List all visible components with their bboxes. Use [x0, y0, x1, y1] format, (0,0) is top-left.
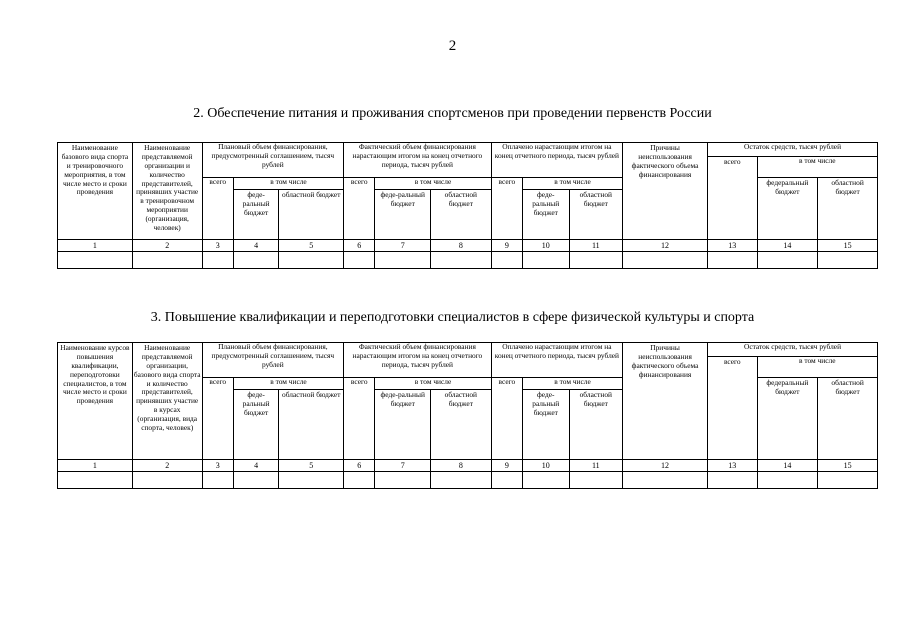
- column-number: 13: [708, 240, 758, 252]
- header-reasons: Причины неиспользования фактического объема финансирования: [623, 143, 708, 240]
- data-cell[interactable]: [523, 252, 570, 269]
- data-cell[interactable]: [132, 472, 202, 489]
- header-balance-total: всего: [708, 357, 758, 460]
- header-balance-total: всего: [708, 157, 758, 240]
- header-planned-total: всего: [202, 178, 233, 240]
- empty-data-row: [58, 472, 878, 489]
- column-number: 15: [818, 460, 878, 472]
- header-balance-regional: областной бюджет: [818, 378, 878, 460]
- data-cell[interactable]: [233, 252, 278, 269]
- column-number-row: [58, 460, 878, 472]
- column-number: 11: [569, 460, 623, 472]
- data-cell[interactable]: [202, 472, 233, 489]
- data-cell[interactable]: [58, 472, 133, 489]
- header-balance-federal: федеральный бюджет: [757, 178, 818, 240]
- header-paid: Оплачено нарастающим итогом на конец отчетного периода, тысяч рублей: [491, 143, 622, 178]
- header-col1-courses: Наименование курсов повышения квалификации, переподготовки специалистов, в том числе место и сроки проведения: [58, 343, 133, 460]
- header-paid: Оплачено нарастающим итогом на конец отчетного периода, тысяч рублей: [491, 343, 622, 378]
- header-balance-including: в том числе: [757, 357, 877, 378]
- data-cell[interactable]: [375, 252, 431, 269]
- column-number: 14: [757, 460, 818, 472]
- data-cell[interactable]: [818, 252, 878, 269]
- header-planned-federal: феде-ральный бюджет: [233, 190, 278, 240]
- column-number: 11: [569, 240, 623, 252]
- column-number: 2: [132, 460, 202, 472]
- header-paid-including: в том числе: [523, 378, 623, 390]
- header-balance: Остаток средств, тысяч рублей: [708, 143, 878, 157]
- header-col1-name: Наименование базового вида спорта и тренировочного мероприятия, в том числе место и сроки проведения: [58, 143, 133, 240]
- header-actual-regional: областной бюджет: [431, 190, 492, 240]
- column-number: 7: [375, 240, 431, 252]
- header-planned-including: в том числе: [233, 178, 343, 190]
- column-number: 7: [375, 460, 431, 472]
- header-reasons: Причины неиспользования фактического объема финансирования: [623, 343, 708, 460]
- header-actual-federal: феде-ральный бюджет: [375, 190, 431, 240]
- data-cell[interactable]: [344, 472, 375, 489]
- column-number: 5: [279, 240, 344, 252]
- section-title-qualification: 3. Повышение квалификации и переподготовки специалистов в сфере физической культуры и спорта: [150, 310, 755, 325]
- data-cell[interactable]: [708, 252, 758, 269]
- column-number: 6: [344, 240, 375, 252]
- header-planned-including: в том числе: [233, 378, 343, 390]
- header-planned-regional: областной бюджет: [279, 390, 344, 460]
- data-cell[interactable]: [132, 252, 202, 269]
- header-planned-federal: феде-ральный бюджет: [233, 390, 278, 460]
- column-number: 8: [431, 240, 492, 252]
- column-number: 9: [491, 460, 522, 472]
- column-number: 8: [431, 460, 492, 472]
- section-title-nutrition: 2. Обеспечение питания и проживания спортсменов при проведении первенств России: [193, 106, 712, 121]
- header-planned-total: всего: [202, 378, 233, 460]
- data-cell[interactable]: [523, 472, 570, 489]
- column-number: 5: [279, 460, 344, 472]
- column-number: 1: [58, 240, 133, 252]
- header-paid-total: всего: [491, 378, 522, 460]
- empty-data-row: [58, 252, 878, 269]
- page-number: 2: [448, 38, 457, 54]
- column-number: 12: [623, 460, 708, 472]
- header-actual-volume: Фактический объем финансирования нарастающим итогом на конец отчетного периода, тысяч рублей: [344, 343, 492, 378]
- header-paid-federal: феде-ральный бюджет: [523, 190, 570, 240]
- column-number: 4: [233, 240, 278, 252]
- column-number: 4: [233, 460, 278, 472]
- data-cell[interactable]: [623, 252, 708, 269]
- column-number: 2: [132, 240, 202, 252]
- header-paid-including: в том числе: [523, 178, 623, 190]
- data-cell[interactable]: [491, 252, 522, 269]
- column-number: 3: [202, 460, 233, 472]
- header-planned-volume: Плановый объем финансирования, предусмотренный соглашением, тысяч рублей: [202, 343, 344, 378]
- column-number-row: [58, 240, 878, 252]
- data-cell[interactable]: [569, 252, 623, 269]
- column-number: 12: [623, 240, 708, 252]
- header-col2-organization: Наименование представляемой организации и количество представителей, принявших участие в тренировочном мероприятии (организация, человек): [132, 143, 202, 240]
- header-planned-regional: областной бюджет: [279, 190, 344, 240]
- header-actual-including: в том числе: [375, 378, 491, 390]
- header-planned-volume: Плановый объем финансирования, предусмотренный соглашением, тысяч рублей: [202, 143, 344, 178]
- header-actual-regional: областной бюджет: [431, 390, 492, 460]
- data-cell[interactable]: [431, 472, 492, 489]
- data-cell[interactable]: [202, 252, 233, 269]
- column-number: 10: [523, 460, 570, 472]
- data-cell[interactable]: [431, 252, 492, 269]
- header-balance-including: в том числе: [757, 157, 877, 178]
- data-cell[interactable]: [757, 252, 818, 269]
- header-actual-volume: Фактический объем финансирования нарастающим итогом на конец отчетного периода, тысяч рублей: [344, 143, 492, 178]
- data-cell[interactable]: [623, 472, 708, 489]
- header-balance-federal: федеральный бюджет: [757, 378, 818, 460]
- header-paid-regional: областной бюджет: [569, 390, 623, 460]
- column-number: 10: [523, 240, 570, 252]
- header-paid-regional: областной бюджет: [569, 190, 623, 240]
- column-number: 3: [202, 240, 233, 252]
- column-number: 9: [491, 240, 522, 252]
- data-cell[interactable]: [233, 472, 278, 489]
- report-table-qualification: [57, 342, 878, 489]
- data-cell[interactable]: [818, 472, 878, 489]
- data-cell[interactable]: [58, 252, 133, 269]
- column-number: 1: [58, 460, 133, 472]
- data-cell[interactable]: [279, 472, 344, 489]
- column-number: 6: [344, 460, 375, 472]
- header-paid-federal: феде-ральный бюджет: [523, 390, 570, 460]
- header-col2-organization: Наименование представляемой организации, базового вида спорта и количество представителей, принявших участие в курсах (организация, вида спорта, человек): [132, 343, 202, 460]
- data-cell[interactable]: [279, 252, 344, 269]
- data-cell[interactable]: [344, 252, 375, 269]
- data-cell[interactable]: [491, 472, 522, 489]
- column-number: 15: [818, 240, 878, 252]
- header-paid-total: всего: [491, 178, 522, 240]
- header-actual-total: всего: [344, 378, 375, 460]
- header-actual-federal: феде-ральный бюджет: [375, 390, 431, 460]
- data-cell[interactable]: [569, 472, 623, 489]
- data-cell[interactable]: [757, 472, 818, 489]
- data-cell[interactable]: [708, 472, 758, 489]
- header-balance: Остаток средств, тысяч рублей: [708, 343, 878, 357]
- header-actual-total: всего: [344, 178, 375, 240]
- data-cell[interactable]: [375, 472, 431, 489]
- report-table-nutrition: [57, 142, 878, 269]
- header-balance-regional: областной бюджет: [818, 178, 878, 240]
- column-number: 13: [708, 460, 758, 472]
- header-actual-including: в том числе: [375, 178, 491, 190]
- column-number: 14: [757, 240, 818, 252]
